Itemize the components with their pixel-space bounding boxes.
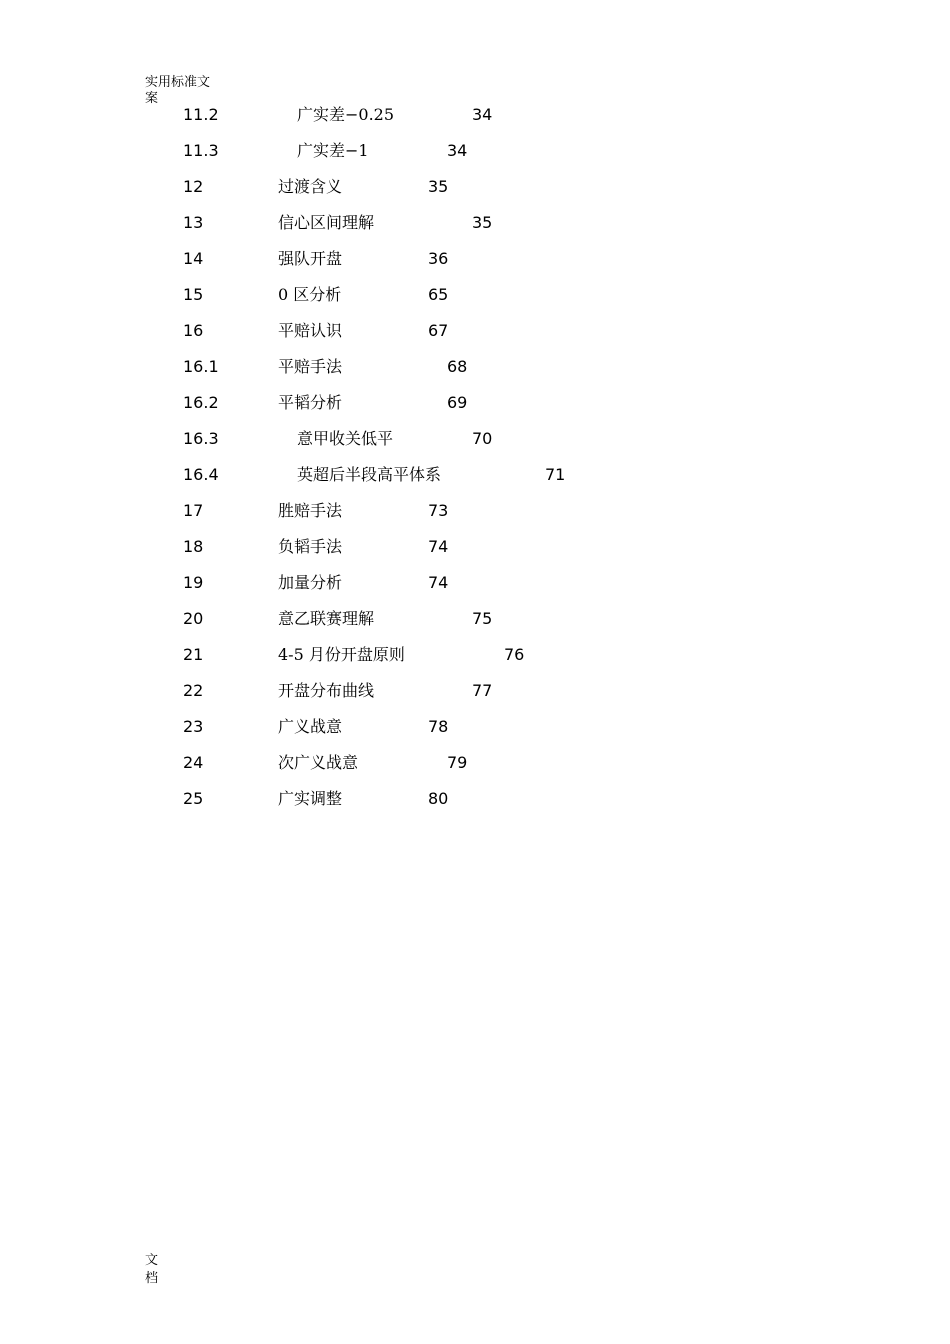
- toc-entry: [0, 103, 950, 127]
- toc-entry: [0, 463, 950, 487]
- toc-entry-number: 16.1: [183, 357, 219, 376]
- toc-entry-number: 24: [183, 753, 204, 772]
- toc-entry-number: 13: [183, 213, 204, 232]
- toc-entry-page: 36: [428, 249, 449, 268]
- toc-entry-title: 负韬手法: [278, 537, 343, 556]
- toc-entry-page: 74: [428, 537, 449, 556]
- toc-entry: [0, 499, 950, 523]
- toc-entry-number: 11.3: [183, 141, 219, 160]
- toc-entry-page: 80: [428, 789, 449, 808]
- toc-entry-number: 16.4: [183, 465, 219, 484]
- toc-entry: [0, 535, 950, 559]
- toc-entry-page: 34: [472, 105, 493, 124]
- toc-entry-number: 25: [183, 789, 204, 808]
- toc-entry: [0, 787, 950, 811]
- toc-entry-page: 75: [472, 609, 493, 628]
- toc-entry-title: 广实差−1: [297, 141, 369, 160]
- toc-entry-title: 4-5 月份开盘原则: [278, 645, 405, 664]
- toc-entry-page: 71: [545, 465, 566, 484]
- toc-entry-page: 70: [472, 429, 493, 448]
- toc-entry-page: 69: [447, 393, 468, 412]
- toc-entry: [0, 427, 950, 451]
- toc-entry-page: 35: [428, 177, 449, 196]
- toc-entry: [0, 355, 950, 379]
- toc-entry-title: 广实调整: [278, 789, 343, 808]
- toc-entry: [0, 211, 950, 235]
- toc-entry: [0, 643, 950, 667]
- page-header: 实用标准文案: [145, 75, 211, 106]
- page-footer: 文档: [145, 1253, 159, 1286]
- toc-entry-page: 78: [428, 717, 449, 736]
- toc-entry-number: 16: [183, 321, 204, 340]
- toc-entry-page: 74: [428, 573, 449, 592]
- toc-entry: [0, 391, 950, 415]
- toc-entry-number: 16.3: [183, 429, 219, 448]
- toc-entry-title: 过渡含义: [278, 177, 343, 196]
- toc-entry-page: 34: [447, 141, 468, 160]
- toc-entry-page: 73: [428, 501, 449, 520]
- toc-entry-number: 18: [183, 537, 204, 556]
- toc-entry-title: 平韬分析: [278, 393, 343, 412]
- toc-entry-title: 广义战意: [278, 717, 343, 736]
- toc-entry: [0, 175, 950, 199]
- toc-entry: [0, 139, 950, 163]
- toc-entry-title: 开盘分布曲线: [278, 681, 375, 700]
- toc-entry: [0, 715, 950, 739]
- toc-entry-number: 15: [183, 285, 204, 304]
- toc-entry-page: 65: [428, 285, 449, 304]
- toc-entry: [0, 319, 950, 343]
- toc-entry-title: 信心区间理解: [278, 213, 375, 232]
- toc-entry-number: 19: [183, 573, 204, 592]
- toc-entry-title: 平赔认识: [278, 321, 343, 340]
- toc-entry-number: 17: [183, 501, 204, 520]
- toc-entry-title: 意乙联赛理解: [278, 609, 375, 628]
- toc-entry-title: 平赔手法: [278, 357, 343, 376]
- toc-entry-page: 76: [504, 645, 525, 664]
- toc-entry-title: 英超后半段高平体系: [297, 465, 442, 484]
- toc-entry-page: 35: [472, 213, 493, 232]
- toc-entry-title: 加量分析: [278, 573, 343, 592]
- toc-entry-number: 23: [183, 717, 204, 736]
- toc-entry-number: 22: [183, 681, 204, 700]
- toc-entry: [0, 571, 950, 595]
- toc-entry-title: 0 区分析: [278, 285, 342, 304]
- toc-entry-title: 次广义战意: [278, 753, 359, 772]
- toc-entry-number: 12: [183, 177, 204, 196]
- toc-entry-number: 16.2: [183, 393, 219, 412]
- toc-entry-title: 广实差−0.25: [297, 105, 395, 124]
- toc-entry-number: 21: [183, 645, 204, 664]
- toc-entry-page: 67: [428, 321, 449, 340]
- toc-entry-page: 77: [472, 681, 493, 700]
- toc-entry: [0, 751, 950, 775]
- toc-entry-number: 11.2: [183, 105, 219, 124]
- toc-entry-number: 20: [183, 609, 204, 628]
- toc-entry: [0, 607, 950, 631]
- toc-entry: [0, 247, 950, 271]
- toc-entry-title: 意甲收关低平: [297, 429, 394, 448]
- toc-entry-page: 79: [447, 753, 468, 772]
- toc-entry-page: 68: [447, 357, 468, 376]
- toc-entry: [0, 679, 950, 703]
- toc-entry: [0, 283, 950, 307]
- toc-entry-title: 胜赔手法: [278, 501, 343, 520]
- toc-entry-number: 14: [183, 249, 204, 268]
- toc-entry-title: 强队开盘: [278, 249, 343, 268]
